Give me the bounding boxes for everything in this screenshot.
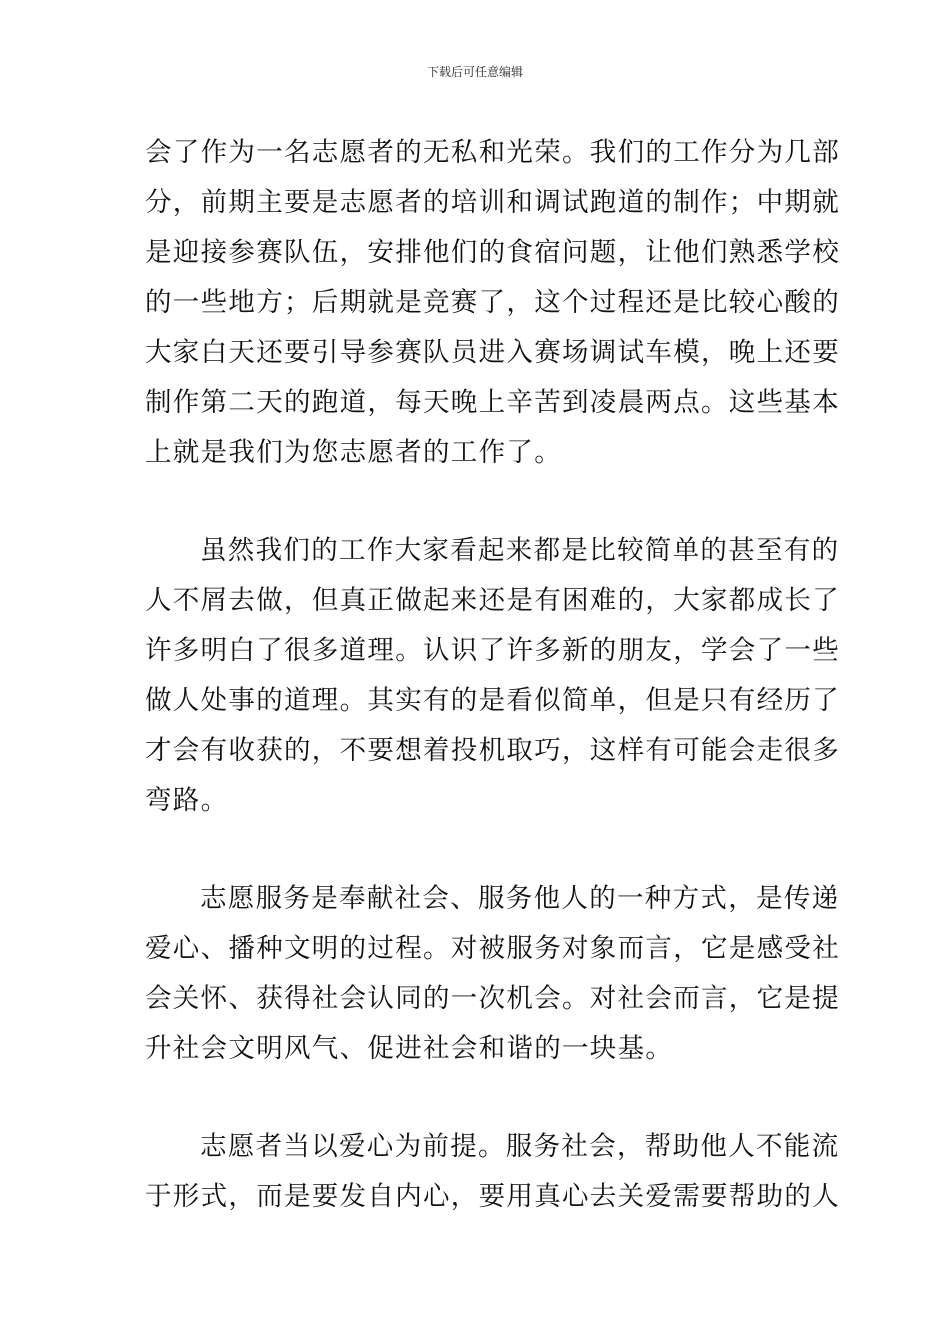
paragraph-2 xyxy=(145,526,840,826)
paragraph-3 xyxy=(145,874,840,1074)
paragraph-spacer xyxy=(145,1074,807,1122)
paragraph-line: 爱心、播种文明的过程。对被服务对象而言，它是感受社 xyxy=(145,933,840,964)
paragraph-spacer xyxy=(145,478,807,526)
paragraph-line: 做人处事的道理。其实有的是看似简单，但是只有经历了 xyxy=(145,685,840,716)
paragraph-line: 制作第二天的跑道，每天晚上辛苦到凌晨两点。这些基本 xyxy=(145,387,840,418)
paragraph-line: 志愿者当以爱心为前提。服务社会，帮助他人不能流 xyxy=(200,1131,840,1162)
paragraph-line: 才会有收获的，不要想着投机取巧，这样有可能会走很多 xyxy=(145,735,840,766)
paragraph-1 xyxy=(145,128,840,478)
paragraph-line: 大家白天还要引导参赛队员进入赛场调试车模，晚上还要 xyxy=(145,337,840,368)
paragraph-line: 弯路。 xyxy=(145,785,229,816)
document-body xyxy=(145,128,840,1222)
paragraph-line: 虽然我们的工作大家看起来都是比较简单的甚至有的 xyxy=(200,535,840,566)
paragraph-line: 升社会文明风气、促进社会和谐的一块基。 xyxy=(145,1033,674,1064)
paragraph-line: 是迎接参赛队伍，安排他们的食宿问题，让他们熟悉学校 xyxy=(145,237,840,268)
paragraph-line: 会了作为一名志愿者的无私和光荣。我们的工作分为几部 xyxy=(145,137,840,168)
paragraph-line: 分，前期主要是志愿者的培训和调试跑道的制作；中期就 xyxy=(145,187,840,218)
page-header: 下载后可任意编辑 xyxy=(426,65,523,79)
paragraph-line: 人不屑去做，但真正做起来还是有困难的，大家都成长了 xyxy=(145,585,840,616)
paragraph-line: 于形式，而是要发自内心，要用真心去关爱需要帮助的人 xyxy=(145,1181,840,1212)
paragraph-spacer xyxy=(145,826,807,874)
paragraph-line: 会关怀、获得社会认同的一次机会。对社会而言，它是提 xyxy=(145,983,840,1014)
paragraph-line: 许多明白了很多道理。认识了许多新的朋友，学会了一些 xyxy=(145,635,840,666)
paragraph-line: 的一些地方；后期就是竞赛了，这个过程还是比较心酸的 xyxy=(145,287,840,318)
paragraph-line: 志愿服务是奉献社会、服务他人的一种方式，是传递 xyxy=(200,883,840,914)
paragraph-4 xyxy=(145,1122,840,1222)
paragraph-line: 上就是我们为您志愿者的工作了。 xyxy=(145,437,562,468)
